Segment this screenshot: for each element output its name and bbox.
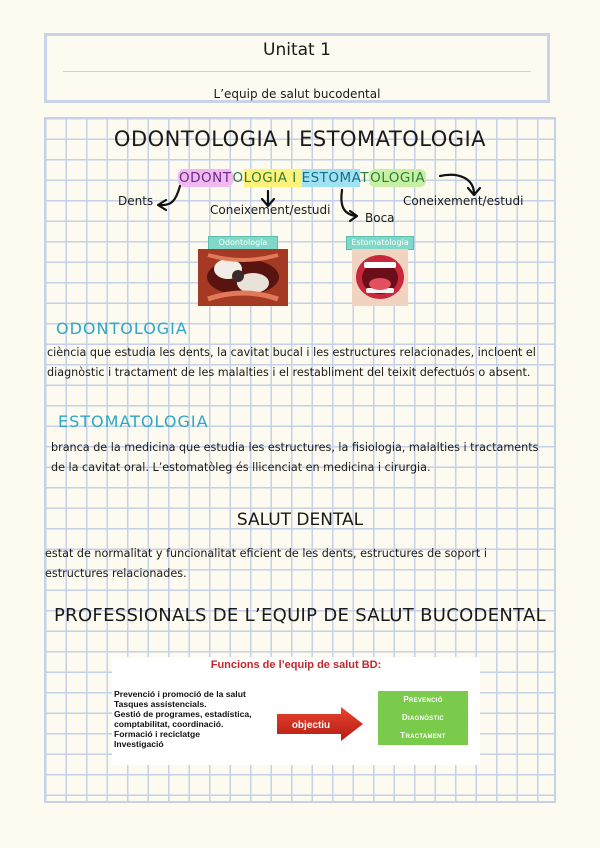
estomatologia-text: branca de la medicina que estudia les estructures, la fisiologia, malalties i tractaments de la cavitat oral. L’estomatòleg és llicenciat en medicina i cirurgia. [51, 441, 539, 474]
estomatologia-image-tag: Estomatología [346, 236, 414, 250]
main-title: ODONTOLOGIA I ESTOMATOLOGIA [113, 127, 487, 151]
unit-title: Unitat 1 [263, 40, 331, 60]
etym-ologia: OLOGIA [370, 170, 426, 186]
estomatologia-heading: ESTOMATOLOGIA [58, 412, 209, 431]
funcions-diagram [112, 657, 480, 765]
professionals-heading: PROFESSIONALS DE L’EQUIP DE SALUT BUCODENTAL [54, 605, 546, 626]
mouth-image [352, 249, 408, 306]
objectiu-label: objectiu [291, 720, 331, 731]
etym-logia: LOGIA [243, 170, 288, 186]
odontologia-text: ciència que estudia les dents, la cavitat bucal i les estructures relacionades, incloent el diagnòstic i tractament de les malalties i el restabliment del teixit defectuós o absent. [47, 346, 536, 379]
etym-t: T [360, 170, 370, 186]
outcome-prevencio: Prevenció [403, 695, 443, 704]
funcions-item: Prevenció i promoció de la salut [114, 689, 246, 699]
funcions-item: Investigació [114, 739, 164, 749]
funcions-item: Formació i reciclatge [114, 729, 200, 739]
funcions-item: Gestió de programes, estadística, [114, 709, 252, 719]
etym-o: O [232, 170, 244, 186]
funcions-item: comptabilitat, coordinació. [114, 719, 224, 729]
unit-subtitle: L’equip de salut bucodental [213, 87, 381, 101]
funcions-item: Tasques assistencials. [114, 699, 207, 709]
label-boca: Boca [365, 211, 395, 225]
outcome-tractament: Tractament [400, 731, 446, 740]
etym-odont: ODONT [179, 170, 232, 186]
funcions-title: Funcions de l’equip de salut BD: [210, 659, 382, 671]
etym-estoma: ESTOMA [301, 170, 361, 186]
label-coneixement-2: Coneixement/estudi [403, 194, 524, 208]
salut-dental-heading: SALUT DENTAL [236, 510, 364, 530]
label-coneixement-1: Coneixement/estudi [210, 203, 331, 217]
objectiu-arrow [277, 707, 363, 741]
etym-i: I [287, 170, 302, 186]
outcome-diagnostic: Diagnòstic [401, 713, 445, 722]
odontologia-heading: ODONTOLOGIA [56, 319, 188, 338]
label-dents: Dents [118, 194, 154, 208]
outcomes-box [378, 691, 468, 745]
salut-dental-text: estat de normalitat y funcionalitat eficient de les dents, estructures de soport i estructures relacionades. [45, 547, 487, 580]
odontologia-image-tag: Odontología [208, 236, 278, 250]
teeth-image [198, 249, 288, 306]
funcions-list [114, 689, 252, 749]
